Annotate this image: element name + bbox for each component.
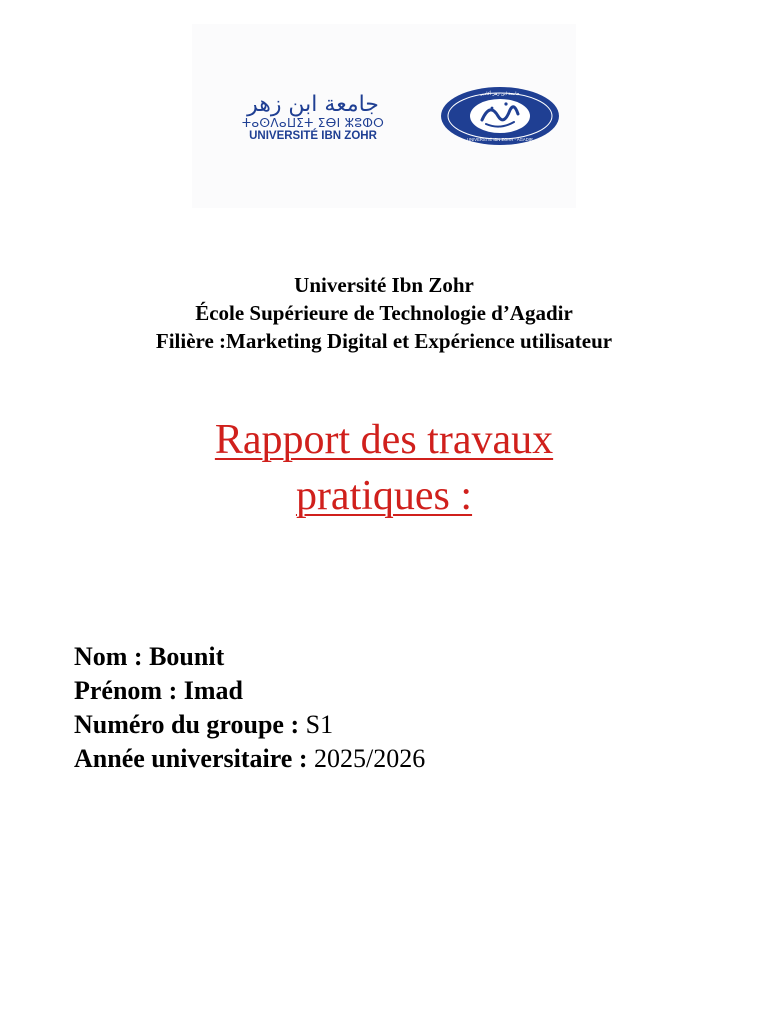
student-group-value: S1 — [305, 710, 334, 739]
student-group-row — [74, 708, 425, 742]
student-firstname-row — [74, 674, 425, 708]
student-info — [74, 640, 425, 776]
seal-arabic-text: جامعة ابن زهر أكادير — [480, 92, 520, 97]
student-name-row — [74, 640, 425, 674]
academic-year-value: 2025/2026 — [314, 744, 426, 773]
academic-year-row — [74, 742, 425, 776]
university-wordmark — [210, 94, 416, 143]
academic-year-label: Année universitaire : — [74, 744, 314, 773]
logo-arabic-text: جامعة ابن زهر — [247, 92, 379, 117]
student-name-label: Nom : — [74, 642, 150, 671]
student-group-label: Numéro du groupe : — [74, 710, 306, 739]
report-title — [0, 412, 768, 524]
student-firstname-label: Prénom : — [74, 676, 184, 705]
program-name: Filière :Marketing Digital et Expérience utilisateur — [155, 329, 613, 353]
university-name: Université Ibn Zohr — [294, 273, 474, 297]
student-name-value: Bounit — [149, 642, 225, 671]
institution-header — [0, 271, 768, 355]
report-title-line-1: Rapport des travaux — [214, 417, 554, 463]
school-name: École Supérieure de Technologie d’Agadir — [195, 301, 573, 325]
logo-latin-text: UNIVERSITÉ IBN ZOHR — [249, 130, 377, 142]
logo-tifinagh-text: ⵜⴰⵙⴷⴰⵡⵉⵜ ⵉⴱⵏ ⵣⵓⵀⵔ — [241, 116, 385, 130]
seal-latin-text: UNIVERSITÉ IBN ZOHR - AGADIR — [467, 137, 533, 142]
student-firstname-value: Imad — [183, 676, 243, 705]
university-seal-icon — [440, 86, 560, 146]
report-title-line-2: pratiques : — [295, 473, 473, 519]
university-logo-banner — [192, 24, 576, 208]
